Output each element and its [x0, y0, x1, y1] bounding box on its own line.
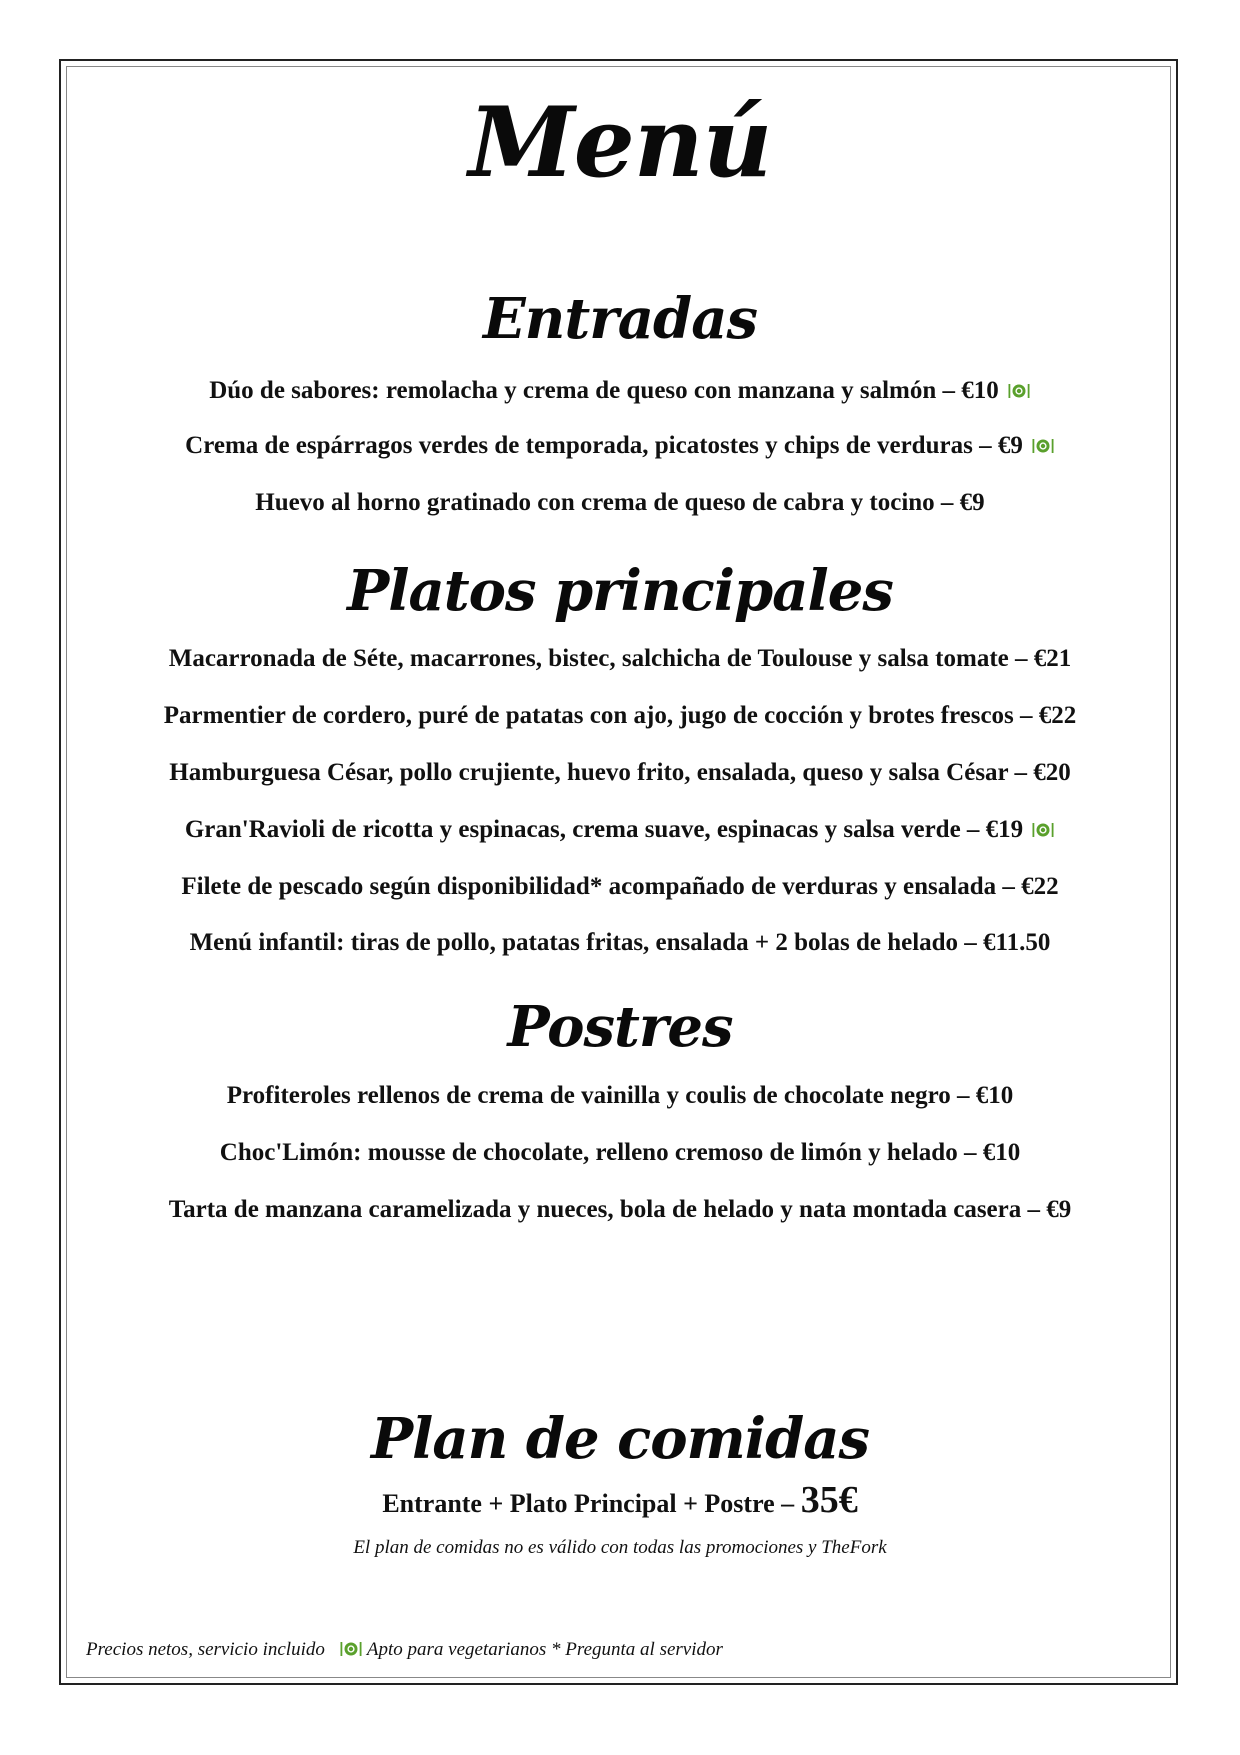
menu-item-text: Gran'Ravioli de ricotta y espinacas, crema suave, espinacas y salsa verde – €19 [184, 816, 1024, 843]
menu-item-text: Filete de pescado según disponibilidad* acompañado de verduras y ensalada – €22 [181, 873, 1059, 900]
section-heading-entradas: Entradas [482, 286, 758, 352]
menu-item [60, 1194, 1180, 1226]
menu-title: Menú [468, 86, 772, 199]
menu-item [60, 375, 1180, 407]
menu-item [60, 757, 1180, 789]
meal-plan-combo [0, 1478, 1240, 1526]
menu-item-text: Dúo de sabores: remolacha y crema de queso con manzana y salmón – €10 [209, 377, 999, 404]
meal-plan-price: 35€ [800, 1479, 858, 1521]
menu-item-text: Huevo al horno gratinado con crema de queso de cabra y tocino – €9 [255, 489, 985, 516]
menu-item-text: Hamburguesa César, pollo crujiente, huevo frito, ensalada, queso y salsa César – €20 [169, 759, 1071, 786]
menu-item-text: Parmentier de cordero, puré de patatas con ajo, jugo de cocción y brotes frescos – €22 [163, 702, 1077, 729]
menu-item-text: Profiteroles rellenos de crema de vainilla y coulis de chocolate negro – €10 [226, 1082, 1014, 1109]
section-heading-platos-principales: Platos principales [347, 558, 893, 624]
section-heading-plan-de-comidas: Plan de comidas [370, 1406, 870, 1472]
footer-veg-legend: Apto para vegetarianos [366, 1639, 547, 1660]
menu-item [60, 430, 1180, 462]
menu-item [60, 643, 1180, 675]
meal-plan-note: El plan de comidas no es válido con todas las promociones y TheFork [353, 1537, 887, 1558]
vegetarian-plate-icon [1007, 382, 1031, 400]
meal-plan-combo-text: Entrante + Plato Principal + Postre – [382, 1489, 795, 1518]
menu-item [60, 1080, 1180, 1112]
menu-item [60, 487, 1180, 519]
menu-item-text: Tarta de manzana caramelizada y nueces, bola de helado y nata montada casera – €9 [168, 1196, 1072, 1223]
footer-notes [86, 1637, 723, 1663]
menu-item-text: Menú infantil: tiras de pollo, patatas fritas, ensalada + 2 bolas de helado – €11.50 [189, 929, 1051, 956]
footer-asterisk-note: * Pregunta al servidor [551, 1639, 723, 1660]
menu-item [60, 700, 1180, 732]
menu-item [60, 814, 1180, 846]
menu-item [60, 871, 1180, 903]
menu-item-text: Macarronada de Séte, macarrones, bistec, salchicha de Toulouse y salsa tomate – €21 [168, 645, 1072, 672]
menu-item-text: Crema de espárragos verdes de temporada, picatostes y chips de verduras – €9 [185, 432, 1023, 459]
vegetarian-plate-icon [339, 1640, 363, 1658]
section-heading-postres: Postres [507, 994, 733, 1060]
menu-item-text: Choc'Limón: mousse de chocolate, relleno cremoso de limón y helado – €10 [219, 1139, 1021, 1166]
footer-prices-note: Precios netos, servicio incluido [86, 1639, 325, 1660]
menu-item [60, 927, 1180, 959]
menu-item [60, 1137, 1180, 1169]
vegetarian-plate-icon [1031, 821, 1055, 839]
vegetarian-plate-icon [1031, 437, 1055, 455]
